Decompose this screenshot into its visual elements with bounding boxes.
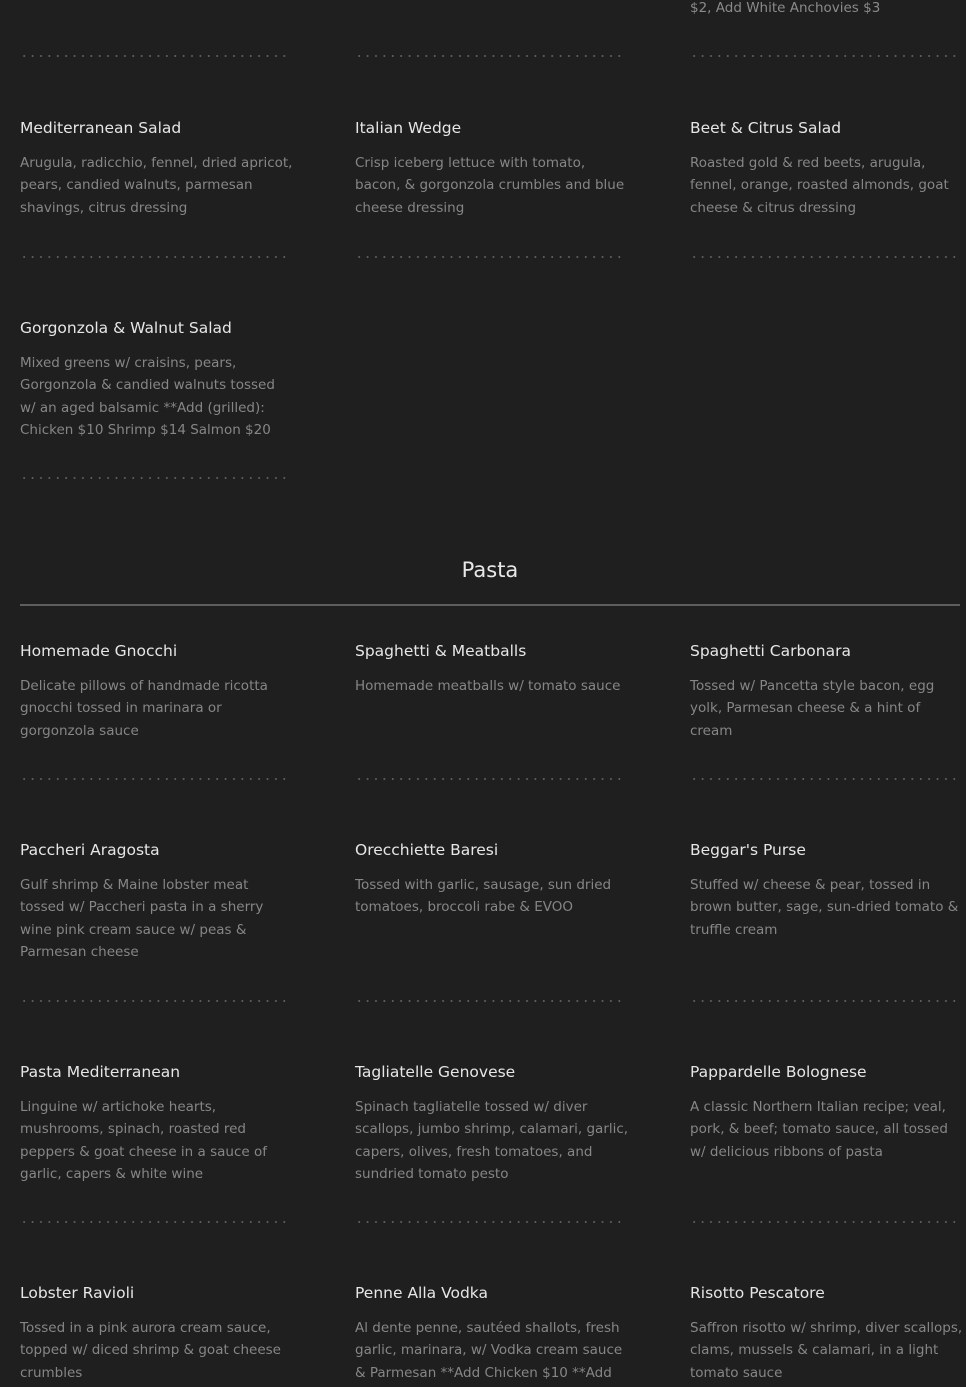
menu-item-name: Tagliatelle Genovese: [355, 1063, 516, 1081]
menu-item-name: Beggar's Purse: [690, 841, 806, 859]
menu-item-description: Tossed in a pink aurora cream sauce, topped w/ diced shrimp & goat cheese crumbles: [20, 1320, 281, 1381]
item-divider: [690, 55, 960, 57]
menu-item-penne-alla-vodka: [355, 1283, 625, 1384]
menu-item-description: A classic Northern Italian recipe; veal, pork, & beef; tomato sauce, all tossed w/ delicious ribbons of pasta: [690, 1099, 948, 1160]
previous-item-description-fragment: $2, Add White Anchovies $3: [690, 0, 881, 16]
menu-item-name: Mediterranean Salad: [20, 119, 182, 137]
menu-item-name: Risotto Pescatore: [690, 1284, 825, 1302]
menu-item-paccheri-aragosta: [20, 840, 282, 964]
item-divider: [355, 778, 625, 780]
item-divider: [690, 1000, 960, 1002]
menu-item-beggars-purse: [690, 840, 960, 941]
menu-item-orecchiette-baresi: [355, 840, 623, 919]
menu-item-description: Tossed w/ Pancetta style bacon, egg yolk, Parmesan cheese & a hint of cream: [690, 678, 935, 739]
menu-item-description: Stuffed w/ cheese & pear, tossed in brown butter, sage, sun-dried tomato & truffle cream: [690, 877, 959, 938]
menu-item-lobster-ravioli: [20, 1283, 288, 1384]
menu-item-description: Arugula, radicchio, fennel, dried apricot, pears, candied walnuts, parmesan shavings, citrus dressing: [20, 155, 293, 216]
menu-item-description: Homemade meatballs w/ tomato sauce: [355, 678, 621, 694]
item-divider: [690, 778, 960, 780]
menu-item-name: Paccheri Aragosta: [20, 841, 160, 859]
menu-item-description: Delicate pillows of handmade ricotta gnocchi tossed in marinara or gorgonzola sauce: [20, 678, 268, 739]
menu-item-name: Beet & Citrus Salad: [690, 119, 842, 137]
menu-item-description: Tossed with garlic, sausage, sun dried tomatoes, broccoli rabe & EVOO: [355, 877, 612, 916]
item-divider: [690, 256, 960, 258]
menu-item-name: Lobster Ravioli: [20, 1284, 135, 1302]
section-title-pasta: Pasta: [461, 558, 519, 582]
menu-item-description: Roasted gold & red beets, arugula, fennel, orange, roasted almonds, goat cheese & citrus dressing: [690, 155, 949, 216]
item-divider: [20, 1000, 290, 1002]
menu-item-name: Penne Alla Vodka: [355, 1284, 489, 1302]
menu-item-name: Gorgonzola & Walnut Salad: [20, 319, 232, 337]
item-divider: [20, 55, 290, 57]
item-divider: [20, 477, 290, 479]
menu-item-spaghetti-carbonara: [690, 641, 952, 742]
item-divider: [20, 1221, 290, 1223]
menu-item-name: Spaghetti & Meatballs: [355, 642, 527, 660]
menu-item-name: Italian Wedge: [355, 119, 462, 137]
menu-item-beet-citrus-salad: [690, 118, 952, 219]
menu-item-name: Pasta Mediterranean: [20, 1063, 181, 1081]
menu-item-description: Spinach tagliatelle tossed w/ diver scallops, jumbo shrimp, calamari, garlic, capers, olives, fresh tomatoes, and sundried tomato pesto: [355, 1099, 629, 1183]
menu-item-name: Homemade Gnocchi: [20, 642, 178, 660]
menu-item-pasta-mediterranean: [20, 1062, 282, 1186]
menu-item-homemade-gnocchi: [20, 641, 282, 742]
item-divider: [355, 256, 625, 258]
menu-item-name: Spaghetti Carbonara: [690, 642, 851, 660]
menu-item-description: Saffron risotto w/ shrimp, diver scallops, clams, mussels & calamari, in a light tomato sauce: [690, 1320, 963, 1381]
item-divider: [355, 1000, 625, 1002]
item-divider: [355, 55, 625, 57]
menu-item-description: Mixed greens w/ craisins, pears, Gorgonzola & candied walnuts tossed w/ an aged balsamic **Add (grilled): Chicken $10 Shrimp $14 Salmon $20: [20, 355, 275, 439]
menu-item-risotto-pescatore: [690, 1283, 964, 1384]
menu-item-name: Pappardelle Bolognese: [690, 1063, 867, 1081]
menu-item-name: Orecchiette Baresi: [355, 841, 499, 859]
menu-item-spaghetti-meatballs: [355, 641, 629, 697]
menu-item-mediterranean-salad: [20, 118, 294, 219]
menu-item-tagliatelle-genovese: [355, 1062, 629, 1186]
item-divider: [20, 256, 290, 258]
section-divider: [20, 604, 960, 606]
menu-item-description: Linguine w/ artichoke hearts, mushrooms, spinach, roasted red peppers & goat cheese in a sauce of garlic, capers & white wine: [20, 1099, 267, 1183]
menu-item-description: Crisp iceberg lettuce with tomato, bacon, & gorgonzola crumbles and blue cheese dressing: [355, 155, 625, 216]
menu-item-italian-wedge: [355, 118, 629, 219]
menu-item-description: Gulf shrimp & Maine lobster meat tossed w/ Paccheri pasta in a sherry wine pink cream sauce w/ peas & Parmesan cheese: [20, 877, 264, 961]
item-divider: [20, 778, 290, 780]
item-divider: [355, 1221, 625, 1223]
menu-item-pappardelle-bolognese: [690, 1062, 962, 1163]
menu-item-gorgonzola-walnut-salad: [20, 318, 282, 442]
menu-item-description: Al dente penne, sautéed shallots, fresh garlic, marinara, w/ Vodka cream sauce & Parmesan **Add Chicken $10 **Add: [355, 1320, 623, 1381]
item-divider: [690, 1221, 960, 1223]
